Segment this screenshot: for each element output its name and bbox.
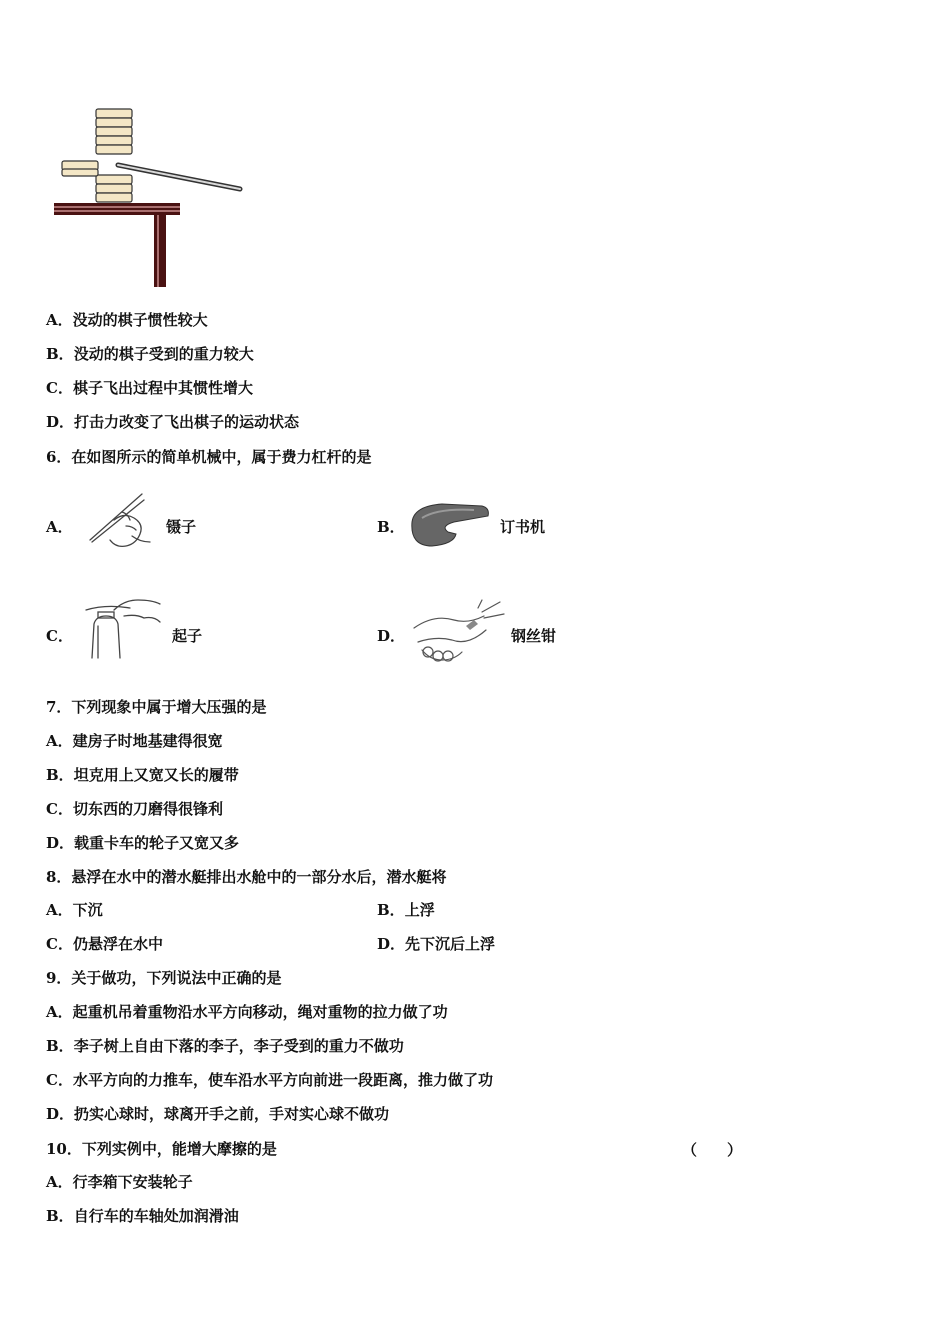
stapler-icon [408, 500, 490, 550]
q7-stem: 7．下列现象中属于增大压强的是 [46, 698, 267, 716]
q7-option-a: A．建房子时地基建得很宽 [46, 732, 223, 750]
q10-stem: 10．下列实例中，能增大摩擦的是 [46, 1140, 277, 1158]
q7-option-c: C．切东西的刀磨得很锋利 [46, 800, 223, 818]
q6-option-c-text: 起子 [172, 627, 203, 645]
tweezers-icon [86, 490, 156, 550]
q5-option-d: D．打击力改变了飞出棋子的运动状态 [46, 413, 300, 431]
q5-option-a: A．没动的棋子惯性较大 [46, 311, 208, 329]
q5-option-b: B．没动的棋子受到的重力较大 [46, 345, 254, 363]
q8-option-a: A．下沉 [46, 901, 103, 919]
q7-option-d: D．载重卡车的轮子又宽又多 [46, 834, 240, 852]
q7-option-b: B．坦克用上又宽又长的履带 [46, 766, 239, 784]
q6-option-b-letter: B． [377, 518, 405, 536]
q6-option-a-text: 镊子 [166, 518, 197, 536]
bottle-opener-icon [84, 596, 164, 662]
q9-option-b: B．李子树上自由下落的李子，李子受到的重力不做功 [46, 1037, 404, 1055]
q6-option-b-text: 订书机 [500, 518, 546, 536]
q5-option-c: C．棋子飞出过程中其惯性增大 [46, 379, 253, 397]
q10-option-b: B．自行车的车轴处加润滑油 [46, 1207, 239, 1225]
q9-option-c: C．水平方向的力推车，使车沿水平方向前进一段距离，推力做了功 [46, 1071, 493, 1089]
q6-stem: 6．在如图所示的简单机械中，属于费力杠杆的是 [46, 448, 372, 466]
q9-option-a: A．起重机吊着重物沿水平方向移动，绳对重物的拉力做了功 [46, 1003, 448, 1021]
q9-option-d: D．扔实心球时，球离开手之前，手对实心球不做功 [46, 1105, 390, 1123]
q9-stem: 9．关于做功，下列说法中正确的是 [46, 969, 282, 987]
q8-stem: 8．悬浮在水中的潜水艇排出水舱中的一部分水后，潜水艇将 [46, 868, 447, 886]
pliers-icon [408, 598, 508, 668]
q8-option-c: C．仍悬浮在水中 [46, 935, 163, 953]
q10-option-a: A．行李箱下安装轮子 [46, 1173, 193, 1191]
q6-option-d-text: 钢丝钳 [511, 627, 557, 645]
q8-option-b: B．上浮 [377, 901, 435, 919]
q8-option-d: D．先下沉后上浮 [377, 935, 496, 953]
q6-option-a-letter: A． [46, 518, 73, 536]
q6-option-c-letter: C． [46, 627, 73, 645]
checkers-inertia-figure [52, 103, 252, 293]
q6-option-d-letter: D． [377, 627, 406, 645]
answer-parentheses: （ ） [682, 1141, 743, 1159]
